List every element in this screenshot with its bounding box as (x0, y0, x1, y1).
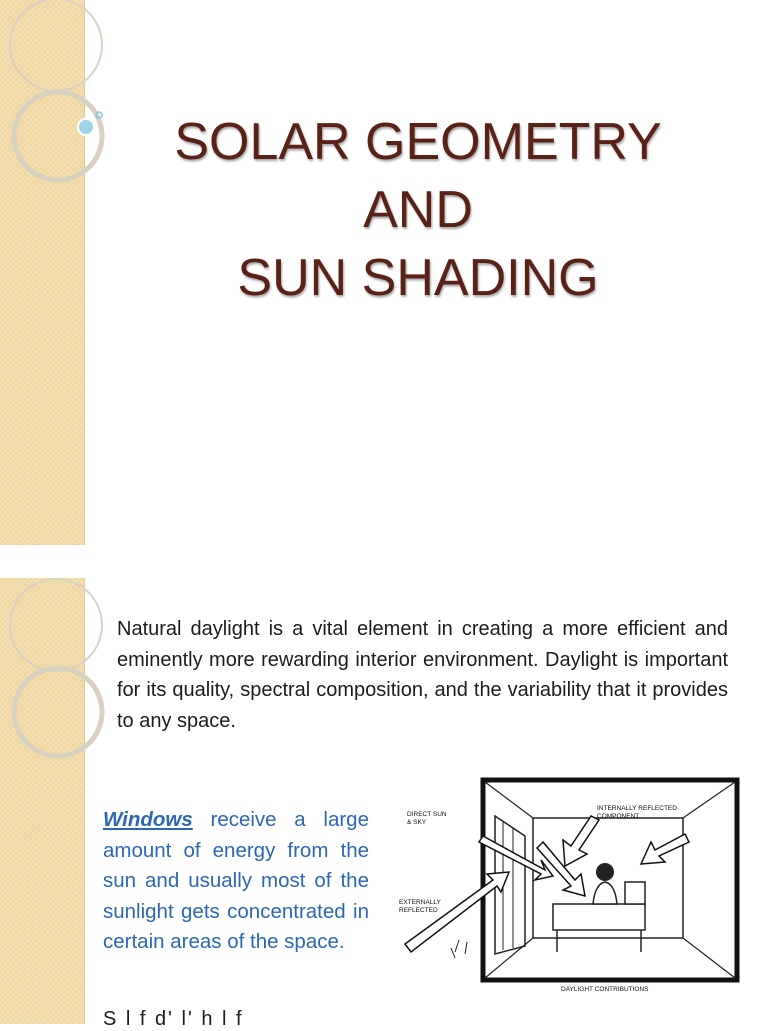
windows-keyword: Windows (103, 808, 193, 831)
label-direct-sun-sky: & SKY (407, 819, 427, 826)
person-head (596, 863, 614, 881)
intro-paragraph: Natural daylight is a vital element in creating a more efficient and eminently more rewarding interior environment. Daylight is important for its quality, spectral composition, and the variability that it provides to any space. (117, 618, 728, 732)
computer-monitor (625, 882, 645, 904)
cutoff-text-line: S l f d' l' h l f (103, 1008, 244, 1030)
internal-reflected-arrow-2 (641, 834, 689, 864)
label-reflected: REFLECTED (399, 907, 438, 914)
person-body (593, 882, 617, 904)
daylight-contributions-diagram (395, 776, 740, 996)
label-internally-reflected: INTERNALLY REFLECTED (597, 805, 677, 812)
swirl-ring-4 (14, 668, 102, 756)
grass-tufts (451, 940, 467, 958)
diagram-caption: DAYLIGHT CONTRIBUTIONS (561, 986, 649, 993)
slide-title-line-1: SOLAR GEOMETRY (174, 113, 662, 171)
internal-reflected-arrow-1 (563, 816, 599, 866)
label-direct-sun: DIRECT SUN (407, 811, 447, 818)
label-component: COMPONENT (597, 813, 640, 820)
slide-title-line-3: SUN SHADING (237, 249, 599, 307)
desk (553, 904, 645, 930)
swirl-ring-1 (10, 0, 102, 91)
swirl-ring-3 (10, 579, 102, 671)
label-externally: EXTERNALLY (399, 899, 441, 906)
slide-title-line-2: AND (363, 181, 473, 239)
windows-paragraph (103, 805, 369, 958)
windows-paragraph-text: receive a large amount of energy from the sun and usually most of the sunlight gets concentrated in certain areas of the space. (103, 808, 369, 953)
slide-title (88, 108, 748, 312)
